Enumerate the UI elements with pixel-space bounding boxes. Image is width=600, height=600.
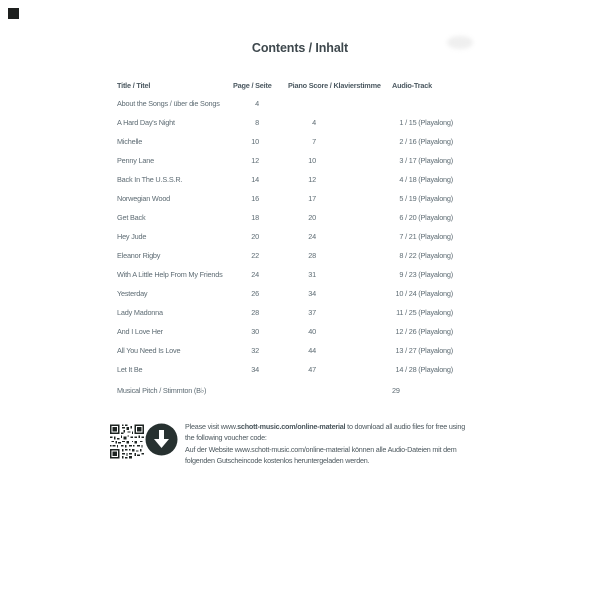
song-title: Get Back [117,213,146,222]
table-row [0,227,600,246]
song-audio-track: 14 / 28 (Playalong) [395,365,453,374]
column-header-page: Page / Seite [233,81,272,90]
table-header-row [0,76,600,95]
song-title: A Hard Day's Night [117,118,175,127]
song-page-number: 20 [251,232,259,241]
table-row [0,284,600,303]
download-arrow-icon [145,423,178,456]
en-line1-url-bold: schott-music.com/online-material [237,422,346,431]
download-text-de-line2: folgenden Gutscheincode kostenlos heruntergeladen werden. [185,455,370,465]
song-title: Michelle [117,137,143,146]
song-audio-track: 6 / 20 (Playalong) [399,213,453,222]
corner-mark [8,8,19,19]
song-page-number: 14 [251,175,259,184]
table-row [0,170,600,189]
song-audio-track: 3 / 17 (Playalong) [399,156,453,165]
song-page-number: 32 [251,346,259,355]
song-title: Norwegian Wood [117,194,171,203]
download-text-en-line1 [185,422,485,433]
song-piano-score-page: 28 [308,251,316,260]
download-text-en-line2: the following voucher code: [185,432,267,442]
table-row [0,132,600,151]
table-row [0,151,600,170]
table-row [0,208,600,227]
song-piano-score-page: 31 [308,270,316,279]
song-page-number: 28 [251,308,259,317]
song-audio-track: 5 / 19 (Playalong) [399,194,453,203]
song-piano-score-page: 44 [308,346,316,355]
song-piano-score-page: 4 [312,118,316,127]
song-piano-score-page: 47 [308,365,316,374]
song-piano-score-page: 10 [308,156,316,165]
song-title: Penny Lane [117,156,154,165]
qr-code-icon [110,424,144,459]
table-row [0,189,600,208]
musical-pitch-label: Musical Pitch / Stimmton (B♭) [117,386,207,395]
song-audio-track: 1 / 15 (Playalong) [399,118,453,127]
song-audio-track: 13 / 27 (Playalong) [395,346,453,355]
song-piano-score-page: 40 [308,327,316,336]
column-header-audio-track: Audio-Track [392,81,432,90]
song-title: Yesterday [117,289,148,298]
song-piano-score-page: 24 [308,232,316,241]
song-audio-track: 11 / 25 (Playalong) [396,308,453,317]
song-page-number: 30 [251,327,259,336]
song-piano-score-page: 37 [308,308,316,317]
column-header-title: Title / Titel [117,81,151,90]
musical-pitch-row [0,381,600,400]
song-audio-track: 9 / 23 (Playalong) [399,270,453,279]
en-line1-prefix: Please visit www. [185,422,238,431]
song-audio-track: 8 / 22 (Playalong) [399,251,453,260]
song-audio-track: 12 / 26 (Playalong) [395,327,453,336]
song-title: With A Little Help From My Friends [117,270,223,279]
song-audio-track: 4 / 18 (Playalong) [399,175,453,184]
song-title: Lady Madonna [117,308,163,317]
table-row [0,94,600,113]
column-header-piano-score: Piano Score / Klavierstimme [288,81,381,90]
song-piano-score-page: 7 [312,137,316,146]
table-row [0,113,600,132]
table-row [0,322,600,341]
song-page-number: 4 [255,99,259,108]
song-title: Let It Be [117,365,143,374]
song-title: Back In The U.S.S.R. [117,175,183,184]
table-row [0,265,600,284]
song-page-number: 24 [251,270,259,279]
song-page-number: 12 [251,156,259,165]
download-text-english [185,422,485,443]
song-page-number: 34 [251,365,259,374]
song-page-number: 26 [251,289,259,298]
song-title: Hey Jude [117,232,147,241]
song-title: About the Songs / über die Songs [117,99,220,108]
table-row [0,341,600,360]
song-piano-score-page: 34 [308,289,316,298]
en-line1-suffix: to download all audio files for free using [345,422,466,431]
song-page-number: 16 [251,194,259,203]
song-page-number: 22 [251,251,259,260]
song-page-number: 18 [251,213,259,222]
song-piano-score-page: 12 [308,175,316,184]
table-row [0,246,600,265]
page-title: Contents / Inhalt [251,41,349,55]
song-audio-track: 10 / 24 (Playalong) [395,289,453,298]
song-page-number: 8 [255,118,259,127]
table-row [0,360,600,379]
table-row [0,303,600,322]
song-title: Eleanor Rigby [117,251,161,260]
song-title: All You Need Is Love [117,346,181,355]
song-page-number: 10 [251,137,259,146]
download-text-de-line1: Auf der Website www.schott-music.com/online-material können alle Audio-Dateien mit dem [185,445,457,454]
download-text-german [185,445,485,466]
musical-pitch-track: 29 [392,386,400,395]
song-audio-track: 2 / 16 (Playalong) [399,137,453,146]
song-piano-score-page: 20 [308,213,316,222]
song-title: And I Love Her [117,327,163,336]
song-piano-score-page: 17 [308,194,316,203]
song-audio-track: 7 / 21 (Playalong) [399,232,453,241]
